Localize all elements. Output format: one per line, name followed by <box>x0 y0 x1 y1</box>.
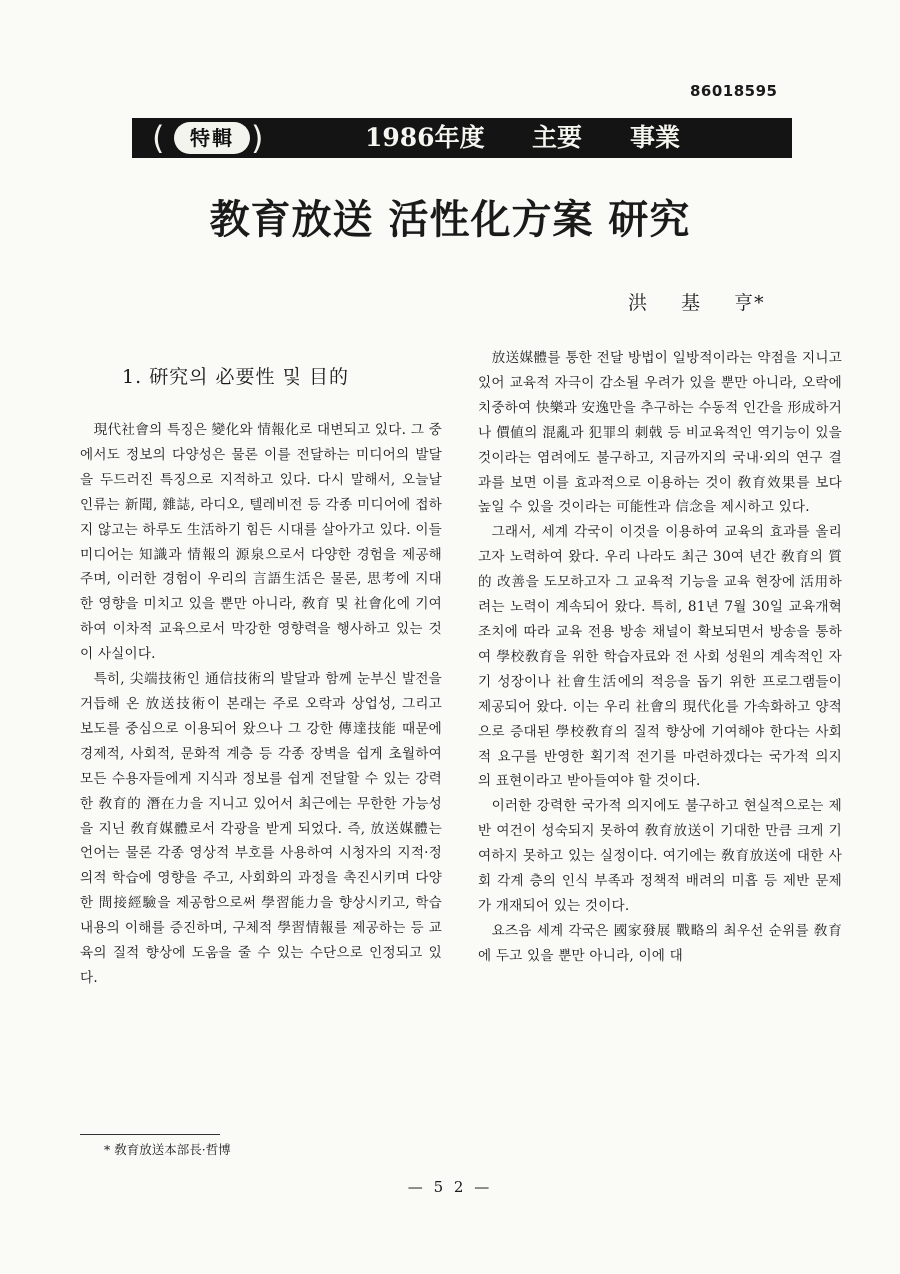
paragraph: 放送媒體를 통한 전달 방법이 일방적이라는 약점을 지니고 있어 교육적 자극이 감소될 우려가 있을 뿐만 아니라, 오락에 치중하여 快樂과 安逸만을 추구하는 수동적 인간을 形成하거나 價値의 混亂과 犯罪의 刺戟 등 비교육적인 역기능이 있을 것이라는 염려에도 불구하고, 지금까지의 국내·외의 연구 결과를 보면 이를 효과적으로 이용하는 것이 敎育效果를 보다 높일 수 있을 것이라는 可能性과 信念을 제시하고 있다. <box>478 350 842 516</box>
paragraph: 이러한 강력한 국가적 의지에도 불구하고 현실적으로는 제반 여건이 성숙되지 못하여 敎育放送이 기대한 만큼 크게 기여하지 못하고 있는 실정이다. 여기에는 敎育放送에 대한 사회 각계 층의 인식 부족과 정책적 배려의 미흡 등 제반 문제가 개재되어 있는 것이다. <box>478 798 842 914</box>
special-feature-banner <box>132 118 792 158</box>
article-title: 教育放送 活性化方案 研究 <box>209 196 691 243</box>
paragraph: 그래서, 세계 각국이 이것을 이용하여 교육의 효과를 올리고자 노력하여 왔다. 우리 나라도 최근 30여 년간 敎育의 質的 改善을 도모하고자 그 교육적 기능을 교육 현장에 活用하려는 노력이 계속되어 왔다. 특히, 81년 7월 30일 교육개혁 조치에 따라 교육 전용 방송 채널이 확보되면서 방송을 통하여 學校敎育을 위한 학습자료와 전 사회 성원의 계속적인 자기 성장이나 社會生活에의 적응을 돕기 위한 프로그램들이 제공되어 왔다. 이는 우리 社會의 現代化를 가속화하고 양적으로 증대된 學校敎育의 질적 향상에 기여해야 한다는 사회적 요구를 반영한 획기적 전기를 마련하겠다는 국가적 의지의 표현이라고 받아들여야 할 것이다. <box>478 524 842 790</box>
footnote-divider <box>80 1134 220 1135</box>
paragraph: 現代社會의 특징은 變化와 情報化로 대변되고 있다. 그 중에서도 정보의 다양성은 물론 이를 전달하는 미디어의 발달을 두드러진 특징으로 지적하고 있다. 다시 말해서, 오늘날 인류는 新聞, 雜誌, 라디오, 텔레비전 등 각종 미디어에 접하지 않고는 하루도 生活하기 힘든 시대를 살아가고 있다. 이들 미디어는 知識과 情報의 源泉으로서 다양한 경험을 제공해 주며, 이러한 경험이 우리의 言語生活은 물론, 思考에 지대한 영향을 미치고 있을 뿐만 아니라, 敎育 및 社會化에 기여하여 이차적 교육으로서 막강한 영향력을 행사하고 있는 것이 사실이다. <box>80 422 442 663</box>
page-number: — 5 2 — <box>407 1178 493 1196</box>
paragraph: 특히, 尖端技術인 通信技術의 발달과 함께 눈부신 발전을 거듭해 온 放送技術이 본래는 주로 오락과 상업성, 그리고 보도를 중심으로 이용되어 왔으나 그 강한 傳達技能 때문에 경제적, 사회적, 문화적 계층 등 각종 장벽을 쉽게 초월하여 모든 수용자들에게 지식과 정보를 쉽게 전달할 수 있는 강력한 敎育的 潛在力을 지니고 있어서 최근에는 무한한 가능성을 지닌 敎育媒體로서 각광을 받게 되었다. 즉, 放送媒體는 언어는 물론 각종 영상적 부호를 사용하여 시청자의 지적·정의적 학습에 영향을 주고, 사회화의 과정을 촉진시키며 다양한 間接經驗을 제공함으로써 學習能力을 향상시키고, 학습 내용의 이해를 증진하며, 구체적 學習情報를 제공하는 등 교육의 질적 향상에 도움을 줄 수 있는 수단으로 인정되고 있다. <box>80 671 442 986</box>
banner-tag: 特輯 <box>174 122 250 154</box>
banner-year: 1986年度 <box>365 123 485 152</box>
banner-word-project: 事業 <box>630 123 681 152</box>
paragraph: 요즈음 세계 각국은 國家發展 戰略의 최우선 순위를 敎育에 두고 있을 뿐만 아니라, 이에 대 <box>478 922 842 964</box>
right-column <box>478 346 842 969</box>
banner-bracket-open: ( <box>152 119 165 157</box>
section-heading: 1. 硏究의 必要性 및 目的 <box>122 366 349 388</box>
document-id: 86018595 <box>690 82 778 100</box>
footnote: * 敎育放送本部長·哲博 <box>104 1142 231 1157</box>
left-column <box>80 418 442 991</box>
banner-bracket-close: ) <box>251 119 264 157</box>
author-name: 洪 基 亨* <box>628 292 765 314</box>
banner-word-main: 主要 <box>532 123 583 152</box>
